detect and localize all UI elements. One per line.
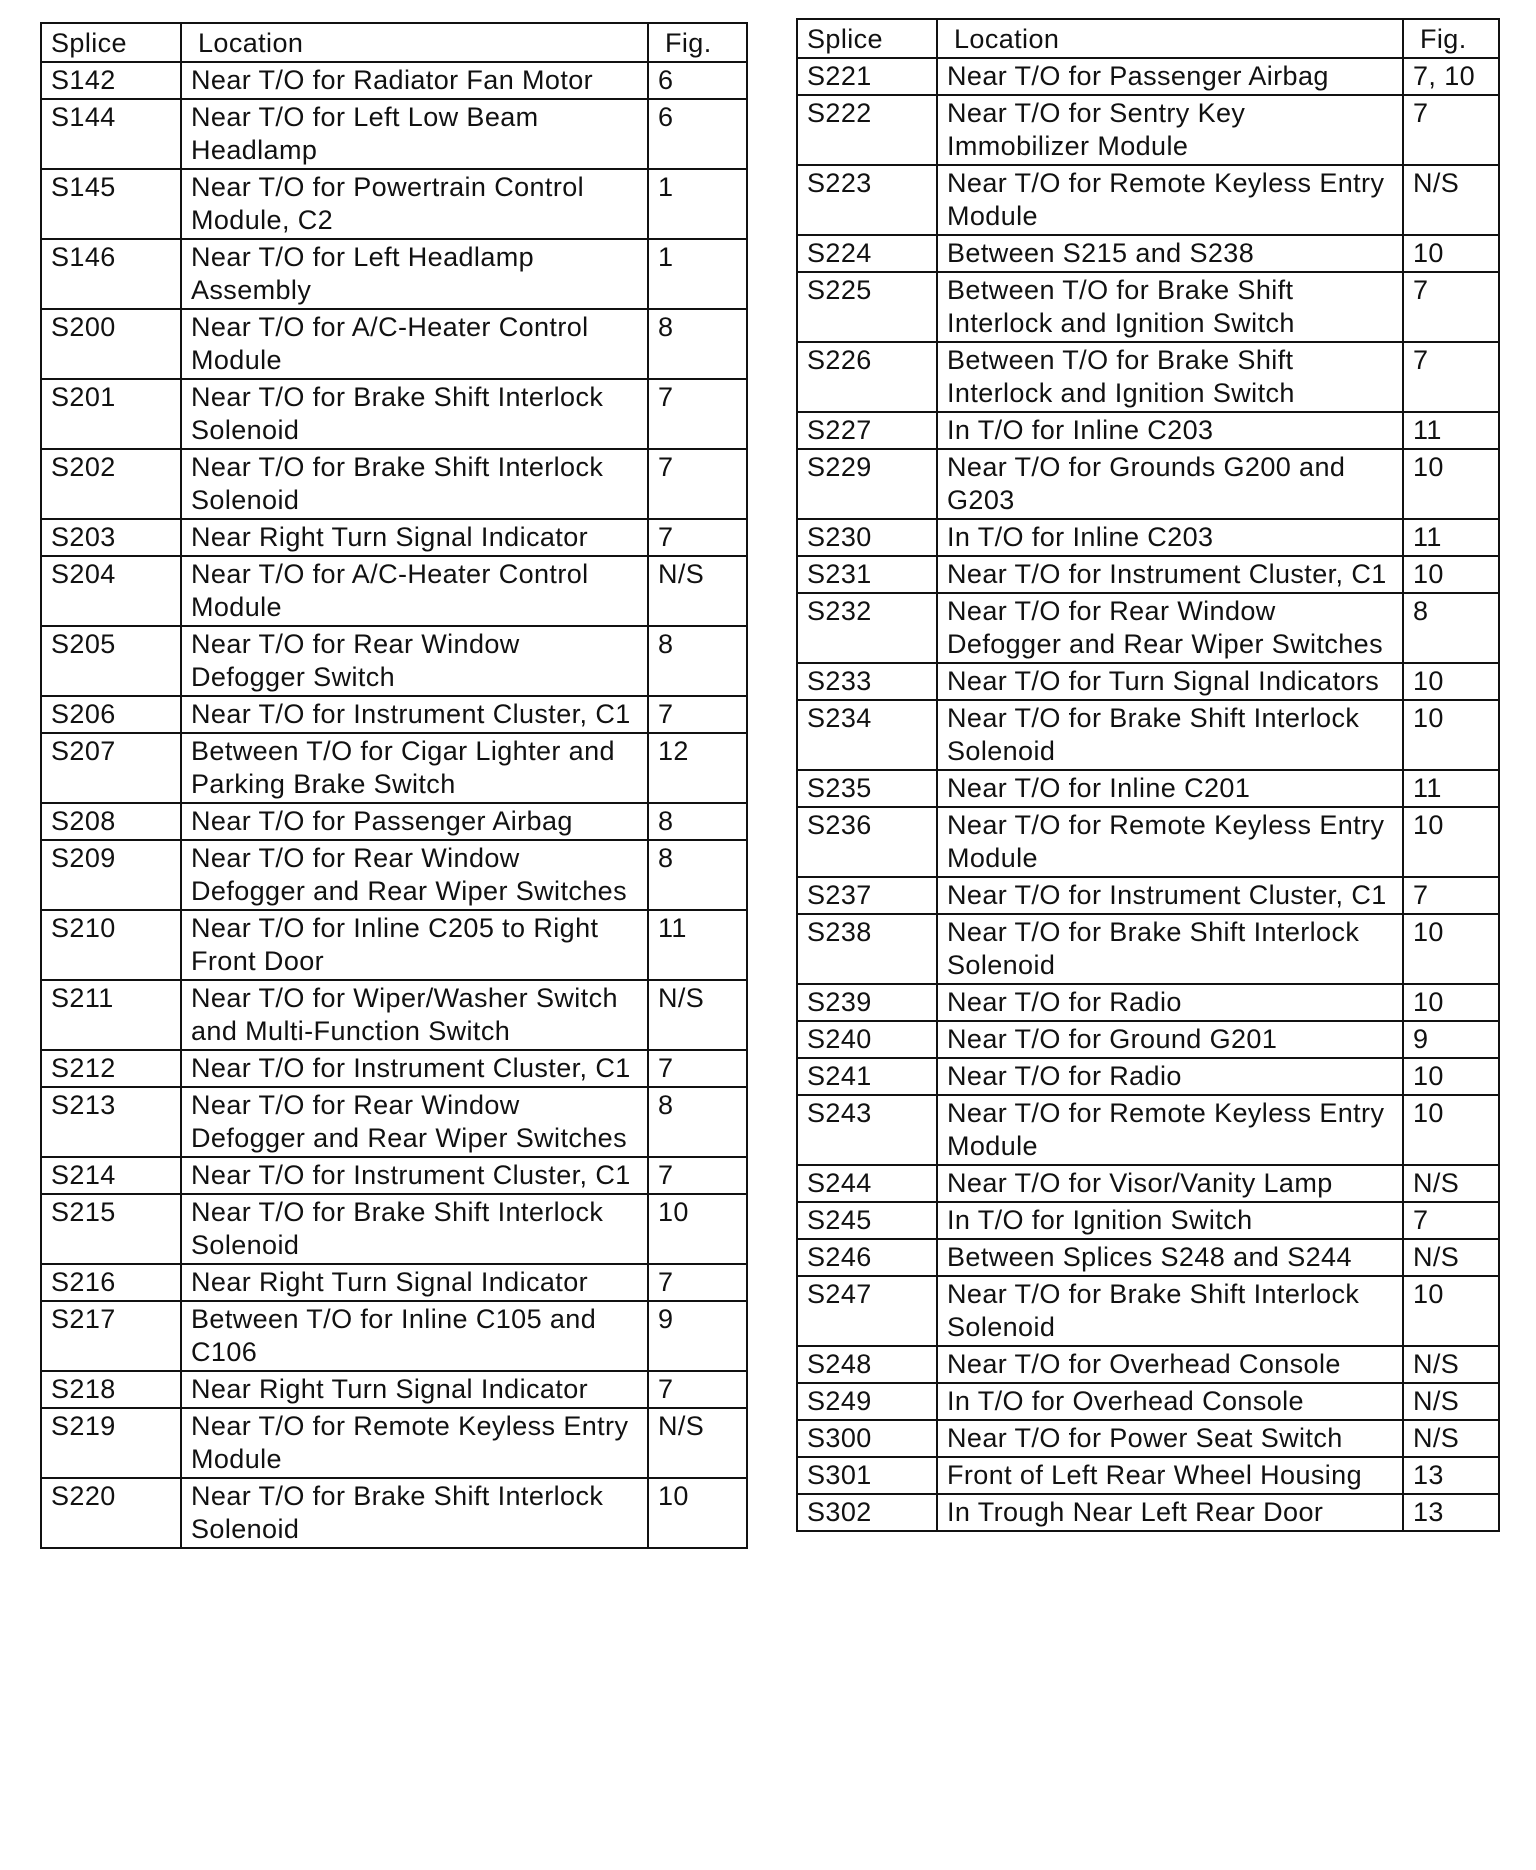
location-cell: Near T/O for Rear Window Defogger and Rear Wiper Switches xyxy=(181,840,648,910)
splice-id-cell: S244 xyxy=(797,1165,937,1202)
fig-cell: 10 xyxy=(648,1194,747,1264)
fig-cell: 10 xyxy=(1403,700,1499,770)
table-row xyxy=(797,1058,1499,1095)
table-row xyxy=(797,1239,1499,1276)
location-cell: Near T/O for Brake Shift Interlock Solenoid xyxy=(937,1276,1403,1346)
location-cell: Near T/O for Visor/Vanity Lamp xyxy=(937,1165,1403,1202)
location-cell: Near T/O for Brake Shift Interlock Solenoid xyxy=(181,1478,648,1548)
splice-id-cell: S225 xyxy=(797,272,937,342)
fig-cell: 10 xyxy=(1403,1095,1499,1165)
location-cell: Near T/O for Rear Window Defogger and Rear Wiper Switches xyxy=(181,1087,648,1157)
splice-id-cell: S145 xyxy=(41,169,181,239)
splice-id-cell: S231 xyxy=(797,556,937,593)
location-cell: In T/O for Ignition Switch xyxy=(937,1202,1403,1239)
table-row xyxy=(797,1494,1499,1531)
splice-id-cell: S245 xyxy=(797,1202,937,1239)
header-fig: Fig. xyxy=(648,23,747,62)
location-cell: Between T/O for Brake Shift Interlock and Ignition Switch xyxy=(937,272,1403,342)
splice-table-left xyxy=(40,22,748,1549)
table-row xyxy=(41,803,747,840)
location-cell: Between T/O for Cigar Lighter and Parking Brake Switch xyxy=(181,733,648,803)
location-cell: In T/O for Inline C203 xyxy=(937,412,1403,449)
splice-id-cell: S302 xyxy=(797,1494,937,1531)
location-cell: Near T/O for Wiper/Washer Switch and Multi-Function Switch xyxy=(181,980,648,1050)
fig-cell: 11 xyxy=(1403,519,1499,556)
table-row xyxy=(797,165,1499,235)
location-cell: Near T/O for Powertrain Control Module, C2 xyxy=(181,169,648,239)
splice-id-cell: S226 xyxy=(797,342,937,412)
table-row xyxy=(797,95,1499,165)
fig-cell: 10 xyxy=(1403,449,1499,519)
fig-cell: 11 xyxy=(1403,770,1499,807)
splice-id-cell: S239 xyxy=(797,984,937,1021)
splice-id-cell: S205 xyxy=(41,626,181,696)
fig-cell: 8 xyxy=(1403,593,1499,663)
splice-id-cell: S212 xyxy=(41,1050,181,1087)
fig-cell: 10 xyxy=(1403,1058,1499,1095)
fig-cell: 1 xyxy=(648,239,747,309)
fig-cell: 7 xyxy=(648,449,747,519)
location-cell: Between S215 and S238 xyxy=(937,235,1403,272)
table-row xyxy=(797,700,1499,770)
table-row xyxy=(41,1264,747,1301)
fig-cell: N/S xyxy=(1403,1346,1499,1383)
table-row xyxy=(41,519,747,556)
splice-id-cell: S236 xyxy=(797,807,937,877)
table-row xyxy=(797,412,1499,449)
table-row xyxy=(41,556,747,626)
table-row xyxy=(41,626,747,696)
fig-cell: 7 xyxy=(648,519,747,556)
fig-cell: 8 xyxy=(648,840,747,910)
location-cell: Near T/O for A/C-Heater Control Module xyxy=(181,309,648,379)
fig-cell: 7 xyxy=(1403,877,1499,914)
location-cell: Near T/O for Ground G201 xyxy=(937,1021,1403,1058)
splice-id-cell: S235 xyxy=(797,770,937,807)
header-row xyxy=(41,23,747,62)
fig-cell: 1 xyxy=(648,169,747,239)
location-cell: Near T/O for Rear Window Defogger Switch xyxy=(181,626,648,696)
fig-cell: 7 xyxy=(648,1050,747,1087)
location-cell: Near T/O for Instrument Cluster, C1 xyxy=(937,556,1403,593)
table-row xyxy=(41,1478,747,1548)
table-row xyxy=(797,663,1499,700)
location-cell: Near T/O for Remote Keyless Entry Module xyxy=(937,165,1403,235)
table-row xyxy=(797,1383,1499,1420)
fig-cell: 6 xyxy=(648,62,747,99)
splice-id-cell: S211 xyxy=(41,980,181,1050)
fig-cell: 10 xyxy=(1403,235,1499,272)
table-row xyxy=(41,169,747,239)
fig-cell: 7 xyxy=(1403,1202,1499,1239)
fig-cell: N/S xyxy=(1403,1383,1499,1420)
fig-cell: 9 xyxy=(648,1301,747,1371)
location-cell: Near T/O for Instrument Cluster, C1 xyxy=(181,1050,648,1087)
location-cell: Near T/O for Passenger Airbag xyxy=(181,803,648,840)
fig-cell: 10 xyxy=(1403,984,1499,1021)
splice-id-cell: S207 xyxy=(41,733,181,803)
fig-cell: 10 xyxy=(1403,807,1499,877)
splice-id-cell: S146 xyxy=(41,239,181,309)
table-row xyxy=(41,910,747,980)
splice-id-cell: S301 xyxy=(797,1457,937,1494)
splice-id-cell: S243 xyxy=(797,1095,937,1165)
location-cell: Near T/O for Left Low Beam Headlamp xyxy=(181,99,648,169)
splice-id-cell: S227 xyxy=(797,412,937,449)
splice-id-cell: S219 xyxy=(41,1408,181,1478)
location-cell: Front of Left Rear Wheel Housing xyxy=(937,1457,1403,1494)
table-row xyxy=(41,99,747,169)
table-row xyxy=(797,342,1499,412)
table-row xyxy=(41,1408,747,1478)
location-cell: Near T/O for Inline C205 to Right Front Door xyxy=(181,910,648,980)
location-cell: Near T/O for Instrument Cluster, C1 xyxy=(181,1157,648,1194)
location-cell: Near T/O for Remote Keyless Entry Module xyxy=(181,1408,648,1478)
location-cell: Near T/O for Remote Keyless Entry Module xyxy=(937,1095,1403,1165)
table-row xyxy=(797,1276,1499,1346)
header-row xyxy=(797,19,1499,58)
table-row xyxy=(797,1021,1499,1058)
splice-id-cell: S210 xyxy=(41,910,181,980)
fig-cell: 7 xyxy=(648,696,747,733)
fig-cell: N/S xyxy=(1403,165,1499,235)
splice-id-cell: S204 xyxy=(41,556,181,626)
table-row xyxy=(41,840,747,910)
table-row xyxy=(797,877,1499,914)
location-cell: Near T/O for Inline C201 xyxy=(937,770,1403,807)
location-cell: Near T/O for Radiator Fan Motor xyxy=(181,62,648,99)
table-body xyxy=(41,62,747,1548)
fig-cell: N/S xyxy=(1403,1165,1499,1202)
table-row xyxy=(41,239,747,309)
fig-cell: 10 xyxy=(1403,914,1499,984)
fig-cell: 11 xyxy=(648,910,747,980)
location-cell: Between T/O for Inline C105 and C106 xyxy=(181,1301,648,1371)
fig-cell: 8 xyxy=(648,1087,747,1157)
table-row xyxy=(41,1050,747,1087)
fig-cell: 7 xyxy=(648,379,747,449)
fig-cell: 13 xyxy=(1403,1457,1499,1494)
table-row xyxy=(41,980,747,1050)
table-row xyxy=(797,593,1499,663)
header-splice: Splice xyxy=(797,19,937,58)
location-cell: Near T/O for Grounds G200 and G203 xyxy=(937,449,1403,519)
splice-id-cell: S300 xyxy=(797,1420,937,1457)
location-cell: Near T/O for Turn Signal Indicators xyxy=(937,663,1403,700)
splice-id-cell: S221 xyxy=(797,58,937,95)
fig-cell: 7 xyxy=(648,1371,747,1408)
splice-id-cell: S217 xyxy=(41,1301,181,1371)
table-row xyxy=(797,556,1499,593)
table-row xyxy=(797,1095,1499,1165)
splice-id-cell: S223 xyxy=(797,165,937,235)
splice-id-cell: S218 xyxy=(41,1371,181,1408)
table-row xyxy=(797,1420,1499,1457)
fig-cell: N/S xyxy=(648,980,747,1050)
location-cell: Near T/O for Sentry Key Immobilizer Module xyxy=(937,95,1403,165)
splice-id-cell: S238 xyxy=(797,914,937,984)
location-cell: Near T/O for Brake Shift Interlock Solenoid xyxy=(937,914,1403,984)
table-row xyxy=(797,519,1499,556)
location-cell: In T/O for Inline C203 xyxy=(937,519,1403,556)
location-cell: In Trough Near Left Rear Door xyxy=(937,1494,1403,1531)
location-cell: Near T/O for A/C-Heater Control Module xyxy=(181,556,648,626)
location-cell: Near T/O for Instrument Cluster, C1 xyxy=(181,696,648,733)
fig-cell: 8 xyxy=(648,803,747,840)
splice-id-cell: S248 xyxy=(797,1346,937,1383)
location-cell: Near T/O for Brake Shift Interlock Solenoid xyxy=(181,379,648,449)
splice-id-cell: S237 xyxy=(797,877,937,914)
splice-id-cell: S215 xyxy=(41,1194,181,1264)
table-row xyxy=(41,309,747,379)
fig-cell: 13 xyxy=(1403,1494,1499,1531)
location-cell: Near T/O for Brake Shift Interlock Solenoid xyxy=(181,449,648,519)
location-cell: Near T/O for Brake Shift Interlock Solenoid xyxy=(937,700,1403,770)
splice-id-cell: S234 xyxy=(797,700,937,770)
fig-cell: 10 xyxy=(1403,663,1499,700)
splice-id-cell: S203 xyxy=(41,519,181,556)
fig-cell: 6 xyxy=(648,99,747,169)
splice-id-cell: S229 xyxy=(797,449,937,519)
location-cell: Near T/O for Passenger Airbag xyxy=(937,58,1403,95)
fig-cell: 7 xyxy=(648,1264,747,1301)
location-cell: Near Right Turn Signal Indicator xyxy=(181,519,648,556)
table-row xyxy=(41,1371,747,1408)
splice-id-cell: S142 xyxy=(41,62,181,99)
table-row xyxy=(41,1301,747,1371)
location-cell: Between T/O for Brake Shift Interlock and Ignition Switch xyxy=(937,342,1403,412)
location-cell: Near T/O for Remote Keyless Entry Module xyxy=(937,807,1403,877)
table-row xyxy=(797,235,1499,272)
splice-id-cell: S208 xyxy=(41,803,181,840)
location-cell: Near T/O for Power Seat Switch xyxy=(937,1420,1403,1457)
table-row xyxy=(797,984,1499,1021)
fig-cell: 11 xyxy=(1403,412,1499,449)
splice-id-cell: S220 xyxy=(41,1478,181,1548)
splice-id-cell: S202 xyxy=(41,449,181,519)
splice-id-cell: S213 xyxy=(41,1087,181,1157)
fig-cell: N/S xyxy=(1403,1239,1499,1276)
table-row xyxy=(797,1457,1499,1494)
fig-cell: 8 xyxy=(648,309,747,379)
splice-id-cell: S247 xyxy=(797,1276,937,1346)
location-cell: Near T/O for Overhead Console xyxy=(937,1346,1403,1383)
fig-cell: 10 xyxy=(1403,1276,1499,1346)
splice-id-cell: S222 xyxy=(797,95,937,165)
table-row xyxy=(41,733,747,803)
table-row xyxy=(41,379,747,449)
fig-cell: 7 xyxy=(1403,95,1499,165)
fig-cell: 7 xyxy=(1403,272,1499,342)
table-row xyxy=(41,696,747,733)
table-row xyxy=(797,449,1499,519)
fig-cell: N/S xyxy=(648,556,747,626)
splice-id-cell: S249 xyxy=(797,1383,937,1420)
table-row xyxy=(797,1346,1499,1383)
fig-cell: 10 xyxy=(648,1478,747,1548)
fig-cell: 7 xyxy=(648,1157,747,1194)
splice-id-cell: S240 xyxy=(797,1021,937,1058)
fig-cell: 10 xyxy=(1403,556,1499,593)
fig-cell: 7, 10 xyxy=(1403,58,1499,95)
location-cell: In T/O for Overhead Console xyxy=(937,1383,1403,1420)
location-cell: Near T/O for Left Headlamp Assembly xyxy=(181,239,648,309)
splice-id-cell: S232 xyxy=(797,593,937,663)
table-row xyxy=(797,770,1499,807)
splice-id-cell: S216 xyxy=(41,1264,181,1301)
splice-id-cell: S206 xyxy=(41,696,181,733)
location-cell: Near T/O for Radio xyxy=(937,984,1403,1021)
splice-id-cell: S201 xyxy=(41,379,181,449)
splice-id-cell: S200 xyxy=(41,309,181,379)
location-cell: Near T/O for Rear Window Defogger and Rear Wiper Switches xyxy=(937,593,1403,663)
location-cell: Near T/O for Brake Shift Interlock Solenoid xyxy=(181,1194,648,1264)
location-cell: Near Right Turn Signal Indicator xyxy=(181,1264,648,1301)
table-body xyxy=(797,58,1499,1531)
header-location: Location xyxy=(181,23,648,62)
table-row xyxy=(797,914,1499,984)
fig-cell: 7 xyxy=(1403,342,1499,412)
splice-id-cell: S224 xyxy=(797,235,937,272)
fig-cell: 8 xyxy=(648,626,747,696)
splice-id-cell: S230 xyxy=(797,519,937,556)
table-row xyxy=(797,1202,1499,1239)
splice-id-cell: S209 xyxy=(41,840,181,910)
fig-cell: N/S xyxy=(648,1408,747,1478)
table-row xyxy=(797,58,1499,95)
table-row xyxy=(41,1087,747,1157)
table-row xyxy=(797,807,1499,877)
splice-id-cell: S246 xyxy=(797,1239,937,1276)
fig-cell: 9 xyxy=(1403,1021,1499,1058)
location-cell: Near T/O for Instrument Cluster, C1 xyxy=(937,877,1403,914)
splice-id-cell: S144 xyxy=(41,99,181,169)
header-fig: Fig. xyxy=(1403,19,1499,58)
splice-id-cell: S241 xyxy=(797,1058,937,1095)
table-row xyxy=(797,272,1499,342)
fig-cell: N/S xyxy=(1403,1420,1499,1457)
location-cell: Near Right Turn Signal Indicator xyxy=(181,1371,648,1408)
table-row xyxy=(797,1165,1499,1202)
header-splice: Splice xyxy=(41,23,181,62)
location-cell: Near T/O for Radio xyxy=(937,1058,1403,1095)
table-row xyxy=(41,62,747,99)
table-row xyxy=(41,1157,747,1194)
table-row xyxy=(41,449,747,519)
fig-cell: 12 xyxy=(648,733,747,803)
splice-id-cell: S214 xyxy=(41,1157,181,1194)
location-cell: Between Splices S248 and S244 xyxy=(937,1239,1403,1276)
splice-table-right xyxy=(796,18,1500,1532)
header-location: Location xyxy=(937,19,1403,58)
table-row xyxy=(41,1194,747,1264)
splice-id-cell: S233 xyxy=(797,663,937,700)
